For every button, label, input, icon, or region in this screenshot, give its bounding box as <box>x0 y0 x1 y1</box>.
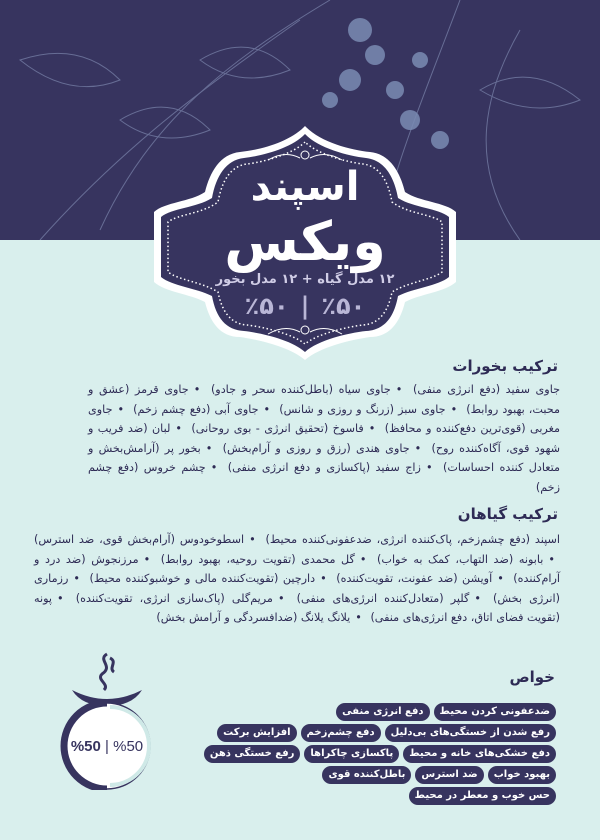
list-item: گل محمدی (تقویت روحیه، بهبود روابط) <box>160 552 355 566</box>
product-title-line1: اسپند <box>250 164 360 210</box>
property-tag: باطل‌کننده قوی <box>322 766 411 784</box>
product-badge <box>150 122 460 362</box>
incense-list <box>88 380 560 497</box>
properties-tags <box>190 703 556 805</box>
bullet: • <box>175 422 182 435</box>
property-tag: ضد استرس <box>415 766 483 784</box>
list-item: دارچین (تقویت‌کننده مالی و خوشبوکننده محیط) <box>89 572 316 585</box>
bullet: • <box>355 611 362 624</box>
list-item: آویشن (ضد عفونت، تقویت‌کننده) <box>336 572 493 585</box>
list-item: اسپند (دفع چشم‌زخم، پاک‌کننده انرژی، ضدعفونی‌کننده محیط) <box>265 533 561 546</box>
ratio-badge <box>52 650 162 790</box>
list-item: جاوی هندی (رزق و روزی و آرام‌بخش) <box>222 441 410 455</box>
ratio-right: %50 <box>113 738 144 755</box>
properties-heading: خواص <box>509 668 555 686</box>
bullet: • <box>395 383 403 396</box>
property-tag: افزایش برکت <box>217 724 296 742</box>
list-item: جاوی سفید (دفع انرژی منفی) <box>412 383 561 396</box>
product-title-line2: ویکس <box>224 210 386 273</box>
bullet: • <box>548 552 555 566</box>
property-tag: رفع خستگی ذهن <box>204 745 301 763</box>
bullet: • <box>320 572 327 585</box>
herbs-heading: ترکیب گیاهان <box>457 505 558 523</box>
bullet: • <box>249 533 256 546</box>
bullet: • <box>117 402 125 416</box>
percent-split <box>150 292 460 320</box>
list-item: جاوی سیاه (باطل‌کننده سحر و جادو) <box>210 383 391 396</box>
separator: | <box>300 292 310 320</box>
bullet: • <box>277 591 285 605</box>
bullet: • <box>368 422 376 435</box>
list-item: جاوی مغربی (قوی‌ترین دفع‌کننده و محافظ) <box>88 402 560 435</box>
percent-left: ٪۵۰ <box>244 292 289 320</box>
list-item: چشم خروس (دفع چشم زخم) <box>88 461 560 494</box>
ratio-left: %50 <box>70 738 101 755</box>
product-subtitle: ۱۲ مدل گیاه + ۱۲ مدل بخور <box>215 272 395 287</box>
incense-burner-icon <box>52 650 162 790</box>
list-item: جاوی سبز (زرنگ و روزی و شانس) <box>279 402 446 416</box>
bullet: • <box>143 552 151 566</box>
property-tag: پاکسازی چاکراها <box>304 745 399 763</box>
property-tag: حس خوب و معطر در محیط <box>409 787 556 805</box>
list-item: بخور پر (آرامش‌بخش و متعادل کننده احساسات) <box>88 441 560 474</box>
list-item: لبان (ضد فریب و شهود قوی، آگاه‌کننده روح) <box>88 422 560 455</box>
bullet: • <box>474 591 481 605</box>
property-tag: دفع چشم‌زخم <box>301 724 381 742</box>
list-item: گلپر (متعادل‌کننده انرژی‌های منفی) <box>296 591 470 605</box>
bullet: • <box>193 383 201 396</box>
property-tag: بهبود خواب <box>488 766 556 784</box>
property-tag: ضدعفونی کردن محیط <box>434 703 556 721</box>
property-tag: رفع شدن از خستگی‌های بی‌دلیل <box>385 724 556 742</box>
list-item: مرزنجوش (ضد درد و آرام‌کننده) <box>34 552 561 585</box>
list-item: پونه (تقویت فضای اتاق، دفع انرژی‌های منفی) <box>34 591 560 624</box>
list-item: زاج سفید (پاکسازی و دفع انرژی منفی) <box>227 461 421 474</box>
bullet: • <box>414 441 422 455</box>
list-item: مریم‌گلی (پاک‌سازی انرژی، تقویت‌کننده) <box>75 591 273 605</box>
bullet: • <box>359 552 367 566</box>
percent-right: ٪۵۰ <box>321 292 366 320</box>
bullet: • <box>205 441 213 455</box>
bullet: • <box>497 572 504 585</box>
list-item: رزماری (انرژی بخش) <box>34 572 560 605</box>
property-tag: دفع انرژی منفی <box>336 703 429 721</box>
ratio-separator: | <box>105 738 109 755</box>
property-tag: دفع خشکی‌های خانه و محیط <box>403 745 556 763</box>
bullet: • <box>263 402 271 416</box>
bullet: • <box>450 402 458 416</box>
bullet: • <box>57 591 64 605</box>
bullet: • <box>210 461 218 474</box>
list-item: اسطوخودوس (آرام‌بخش قوی، ضد استرس) <box>34 533 245 546</box>
list-item: فاسوخ (تحقیق انرژی - بوی روحانی) <box>191 422 364 435</box>
list-item: جاوی قرمز (عشق و محبت، بهبود روابط) <box>88 383 560 416</box>
bullet: • <box>73 572 80 585</box>
list-item: جاوی آبی (دفع چشم زخم) <box>133 402 259 416</box>
list-item: بابونه (ضد التهاب، کمک به خواب) <box>377 552 544 566</box>
bullet: • <box>425 461 433 474</box>
herbs-list <box>34 530 560 628</box>
list-item: یلانگ یلانگ (ضدافسردگی و آرامش بخش) <box>156 611 351 624</box>
incense-heading: ترکیب بخورات <box>452 357 558 375</box>
